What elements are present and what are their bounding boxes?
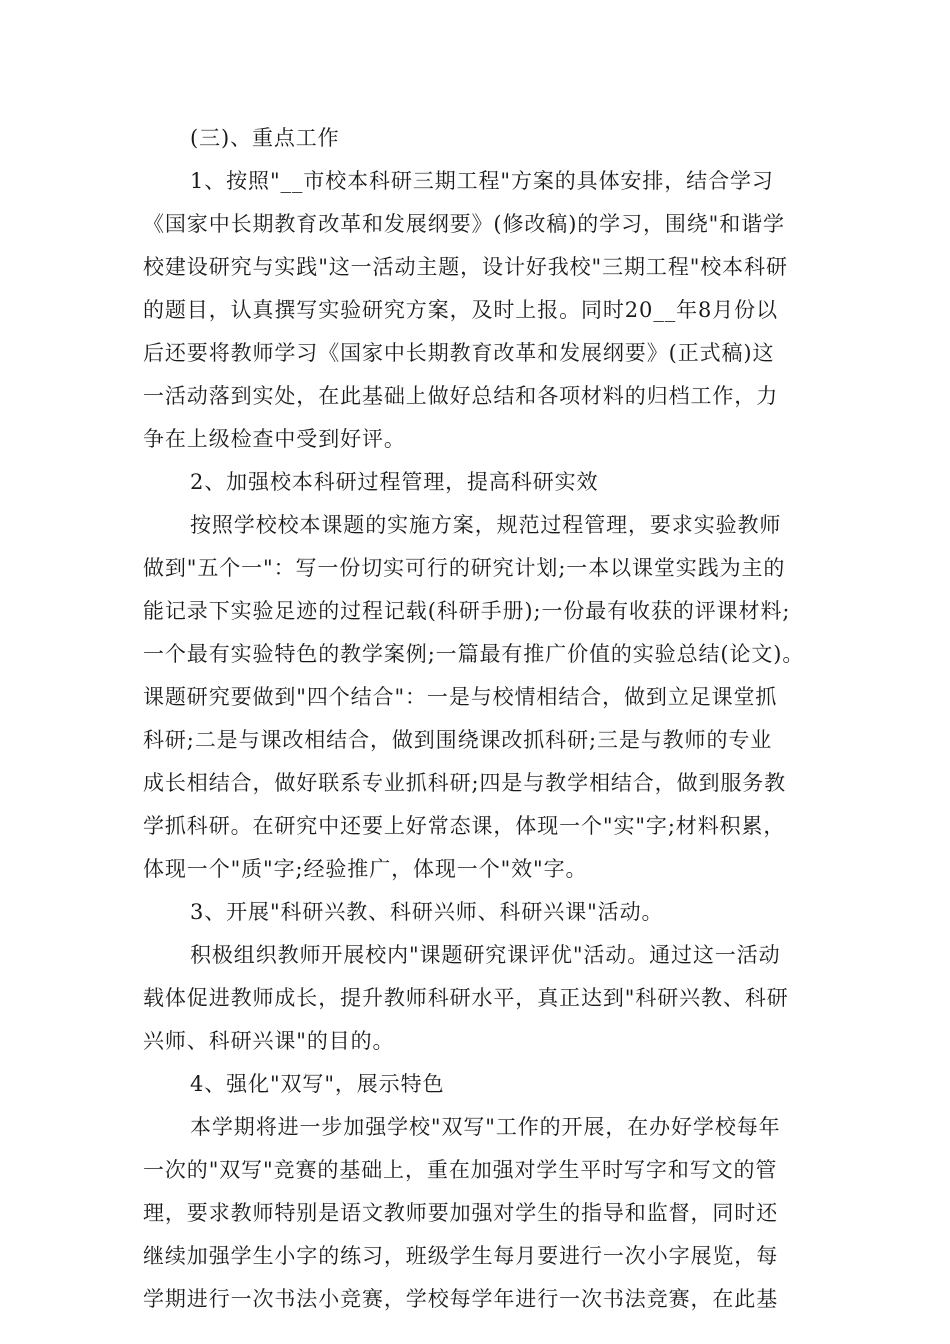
body-line: 学抓科研。在研究中还要上好常态课，体现一个"实"字;材料积累，: [143, 814, 786, 838]
body-line: 学期进行一次书法小竞赛，学校每学年进行一次书法竞赛，在此基: [143, 1287, 779, 1311]
body-line: 做到"五个一"：写一份切实可行的研究计划;一本以课堂实践为主的: [143, 556, 786, 580]
body-line: 一活动落到实处，在此基础上做好总结和各项材料的归档工作，力: [143, 384, 779, 408]
body-line: 本学期将进一步加强学校"双写"工作的开展，在办好学校每年: [190, 1115, 781, 1139]
item-heading-3: 3、开展"科研兴教、科研兴师、科研兴课"活动。: [190, 900, 664, 924]
body-line: 继续加强学生小字的练习，班级学生每月要进行一次小字展览，每: [143, 1244, 779, 1268]
body-line: 校建设研究与实践"这一活动主题，设计好我校"三期工程"校本科研: [143, 255, 788, 279]
body-line: 一个最有实验特色的教学案例;一篇最有推广价值的实验总结(论文)。: [143, 642, 805, 666]
section-heading: (三)、重点工作: [190, 126, 340, 150]
body-line: 能记录下实验足迹的过程记载(科研手册);一份最有收获的评课材料;: [143, 599, 791, 623]
body-line: 体现一个"质"字;经验推广，体现一个"效"字。: [143, 857, 588, 881]
body-line: 课题研究要做到"四个结合"：一是与校情相结合，做到立足课堂抓: [143, 685, 778, 709]
item-heading-4: 4、强化"双写"，展示特色: [190, 1072, 445, 1096]
body-line: 科研;二是与课改相结合，做到围绕课改抓科研;三是与教师的专业: [143, 728, 773, 752]
body-line: 争在上级检查中受到好评。: [143, 427, 406, 451]
body-line: 按照学校校本课题的实施方案，规范过程管理，要求实验教师: [190, 513, 782, 537]
body-line: 理，要求教师特别是语文教师要加强对学生的指导和监督，同时还: [143, 1201, 779, 1225]
body-line: 成长相结合，做好联系专业抓科研;四是与教学相结合，做到服务教: [143, 771, 787, 795]
item-heading-1: 1、按照"__市校本科研三期工程"方案的具体安排，结合学习: [190, 169, 774, 193]
body-line: 的题目，认真撰写实验研究方案，及时上报。同时20__年8月份以: [143, 298, 778, 322]
body-line: 兴师、科研兴课"的目的。: [143, 1029, 395, 1053]
body-line: 积极组织教师开展校内"课题研究课评优"活动。通过这一活动: [190, 943, 781, 967]
item-heading-2: 2、加强校本科研过程管理，提高科研实效: [190, 470, 599, 494]
body-line: 《国家中长期教育改革和发展纲要》(修改稿)的学习，围绕"和谐学: [143, 212, 785, 236]
body-line: 一次的"双写"竞赛的基础上，重在加强对学生平时写字和写文的管: [143, 1158, 778, 1182]
body-line: 载体促进教师成长，提升教师科研水平，真正达到"科研兴教、科研: [143, 986, 789, 1010]
body-line: 后还要将教师学习《国家中长期教育改革和发展纲要》(正式稿)这: [143, 341, 775, 365]
